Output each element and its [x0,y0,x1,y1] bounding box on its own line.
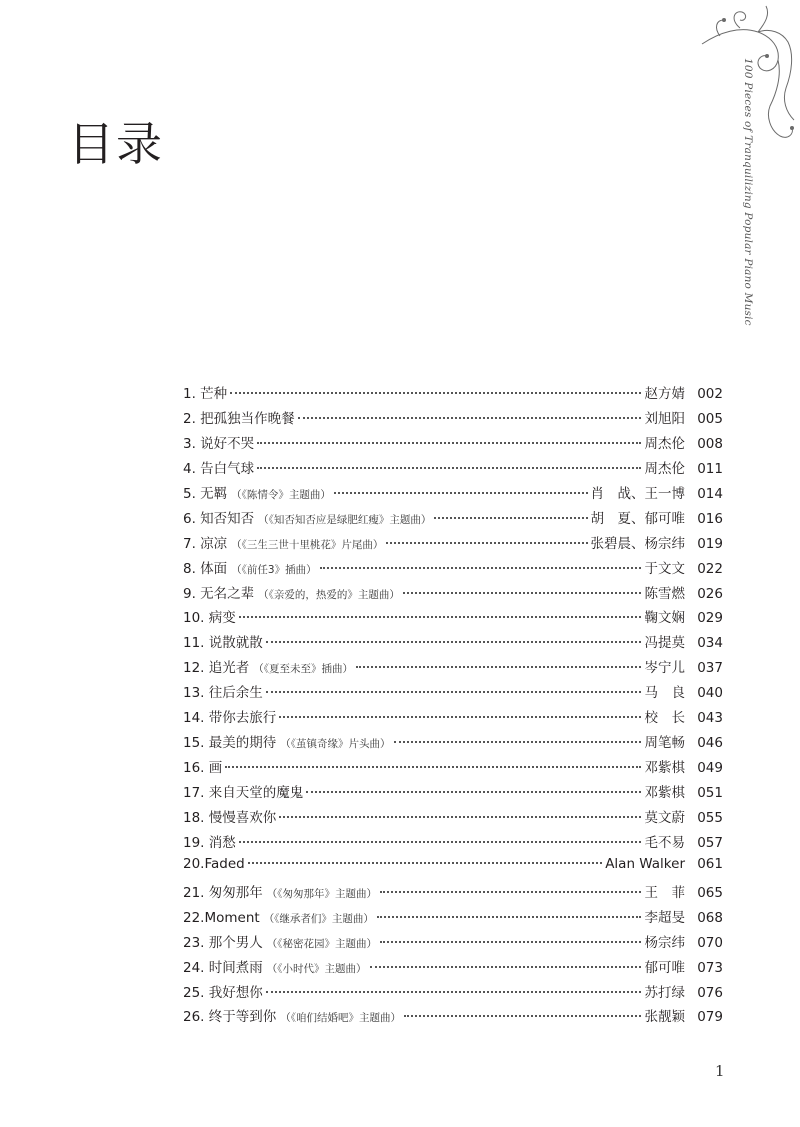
toc-entry-page: 040 [697,685,723,702]
toc-entry-artist: 马 良 [644,685,685,702]
toc-entry-artist: 邓紫棋 [644,785,685,801]
toc-entry-artist: 周杰伦 [644,460,685,477]
toc-entry-page: 026 [697,585,723,602]
toc-entry-title: 11. 说散就散 [183,635,263,652]
toc-entry-note: （《小时代》主题曲） [266,962,367,975]
dot-leader [320,567,641,569]
toc-entry [183,407,723,432]
toc-entry-title: 12. 追光者 [183,660,250,677]
dot-leader [394,741,641,743]
toc-entry-page: 068 [697,909,723,926]
toc-entry-note: （《前任3》插曲） [231,563,317,576]
dot-leader [279,716,641,718]
toc-entry-artist: 张靓颖 [644,1009,685,1026]
toc-entry-note: （《茧镇奇缘》片头曲） [280,738,391,751]
toc-entry [183,881,723,906]
toc-entry-artist: 岑宁儿 [644,660,685,677]
dot-leader [377,916,641,918]
toc-entry [183,706,723,731]
toc-entry-artist: 郁可唯 [644,959,685,976]
toc-entry-artist: 邓紫棋 [644,760,685,777]
toc-entry-title: 6. 知否知否 [183,510,255,527]
toc-entry-page: 073 [697,959,723,976]
toc-entry-title: 1. 芒种 [183,386,228,402]
toc-entry-artist: 苏打绿 [644,984,685,1001]
toc-entry [183,731,723,756]
toc-entry [183,1005,723,1030]
toc-entry-artist: 周笔畅 [644,735,685,752]
toc-entry [183,631,723,656]
toc-entry-title: 14. 带你去旅行 [183,710,277,727]
toc-entry-page: 037 [697,660,723,677]
toc-entry [183,382,723,407]
toc-entry-title: 23. 那个男人 [183,934,263,951]
toc-entry [183,557,723,582]
toc-entry-artist: 张碧晨、杨宗纬 [590,535,685,552]
toc-entry-note: （《咱们结婚吧》主题曲） [280,1012,402,1025]
toc-entry [183,656,723,681]
toc-entry-page: 011 [697,460,723,477]
dot-leader [370,966,641,968]
toc-entry-title: 24. 时间煮雨 [183,959,263,976]
toc-entry-title: 10. 病变 [183,610,236,627]
toc-entry-title: 17. 来自天堂的魔鬼 [183,785,304,801]
dot-leader [248,862,602,864]
toc-entry-note: （《夏至未至》插曲） [253,663,354,676]
toc-entry-title: 5. 无羁 [183,485,228,502]
toc-entry-note: （《陈情令》主题曲） [231,488,331,501]
toc-entry [183,432,723,457]
toc-entry-page: 046 [697,735,723,752]
toc-entry [183,532,723,557]
toc-entry-artist: 王 菲 [644,884,685,901]
toc-entry-note: （《秘密花园》主题曲） [266,937,378,950]
dot-leader [380,891,641,893]
toc-entry [183,482,723,507]
toc-entry-page: 022 [697,560,723,577]
dot-leader [239,841,641,843]
toc-entry-page: 065 [697,884,723,901]
toc-entry-title: 9. 无名之辈 [183,585,255,602]
toc-entry-artist: 胡 夏、郁可唯 [590,510,685,527]
toc-entry-page: 061 [697,855,723,872]
dot-leader [266,991,641,993]
toc-entry-artist: 杨宗纬 [644,934,685,951]
toc-entry-page: 070 [697,934,723,951]
toc-entry [183,806,723,831]
toc-entry-page: 057 [697,834,723,851]
dot-leader [257,467,641,469]
toc-entry-title: 26. 终于等到你 [183,1009,277,1026]
dot-leader [279,816,641,818]
toc-entry-artist: 于文文 [644,560,685,577]
toc-entry-page: 034 [697,635,723,652]
toc-entry-title: 8. 体面 [183,560,228,577]
toc-entry-page: 055 [697,809,723,826]
dot-leader [306,791,641,793]
toc-entry-artist: 莫文蔚 [644,809,685,826]
dot-leader [434,517,587,519]
side-title: 100 Pieces of Tranquilizing Popular Piano Music [742,58,754,326]
toc-entry-page: 014 [697,485,723,502]
dot-leader [380,941,641,943]
toc-entry-note: （《知否知否应是绿肥红瘦》主题曲） [258,513,432,526]
toc-entry-page: 002 [697,386,723,402]
table-of-contents [183,382,723,1030]
dot-leader [230,392,641,394]
toc-entry-title: 3. 说好不哭 [183,435,255,452]
toc-entry-title: 25. 我好想你 [183,984,263,1001]
toc-entry [183,507,723,532]
toc-entry-title: 16. 画 [183,760,223,777]
dot-leader [225,766,641,768]
toc-entry-page: 005 [697,410,723,427]
dot-leader [403,592,641,594]
toc-entry-artist: 陈雪燃 [644,585,685,602]
toc-entry-note: （《亲爱的，热爱的》主题曲） [258,588,400,601]
toc-entry-note: （《继承者们》主题曲） [263,912,374,925]
toc-entry-page: 016 [697,510,723,527]
toc-entry-title: 18. 慢慢喜欢你 [183,809,277,826]
dot-leader [298,417,641,419]
toc-entry-title: 21. 匆匆那年 [183,884,263,901]
toc-entry-page: 029 [697,610,723,627]
toc-entry-note: （《三生三世十里桃花》片尾曲） [231,538,384,551]
toc-entry-note: （《匆匆那年》主题曲） [266,887,378,900]
dot-leader [334,492,588,494]
toc-entry [183,831,723,856]
toc-entry-artist: 鞠文娴 [644,610,685,627]
toc-entry-page: 079 [697,1009,723,1026]
toc-entry [183,956,723,981]
toc-entry-page: 008 [697,435,723,452]
dot-leader [239,616,641,618]
toc-entry-artist: 刘旭阳 [644,410,685,427]
toc-entry [183,606,723,631]
toc-entry [183,582,723,607]
toc-entry-artist: 李超旻 [644,909,685,926]
dot-leader [386,542,587,544]
toc-entry [183,781,723,806]
toc-entry [183,457,723,482]
toc-entry [183,856,723,881]
toc-entry [183,931,723,956]
dot-leader [257,442,641,444]
toc-entry-title: 4. 告白气球 [183,460,255,477]
toc-entry [183,981,723,1006]
toc-entry [183,681,723,706]
toc-entry-artist: 肖 战、王一博 [590,485,685,502]
toc-entry-title: 7. 凉凉 [183,535,228,552]
page-title: 目录 [68,117,164,171]
toc-entry-title: 20.Faded [183,855,245,872]
toc-entry-title: 13. 往后余生 [183,685,263,702]
toc-entry-title: 15. 最美的期待 [183,735,277,752]
toc-entry-title: 19. 消愁 [183,834,236,851]
toc-entry-page: 043 [697,710,723,727]
toc-entry-page: 051 [697,785,723,801]
dot-leader [266,691,641,693]
toc-entry-artist: 冯提莫 [644,635,685,652]
toc-entry-page: 019 [697,535,723,552]
page-number: 1 [715,1062,725,1080]
toc-entry-page: 076 [697,984,723,1001]
dot-leader [404,1015,641,1017]
toc-entry-artist: Alan Walker [605,855,685,872]
toc-entry-title: 2. 把孤独当作晚餐 [183,410,295,427]
dot-leader [266,641,641,643]
toc-entry-artist: 赵方婧 [644,386,685,402]
toc-entry-artist: 周杰伦 [644,435,685,452]
dot-leader [356,666,641,668]
toc-entry-artist: 校 长 [644,710,685,727]
toc-entry [183,756,723,781]
toc-entry-artist: 毛不易 [644,834,685,851]
toc-entry-title: 22.Moment [183,909,260,926]
toc-entry [183,906,723,931]
toc-entry-page: 049 [697,760,723,777]
